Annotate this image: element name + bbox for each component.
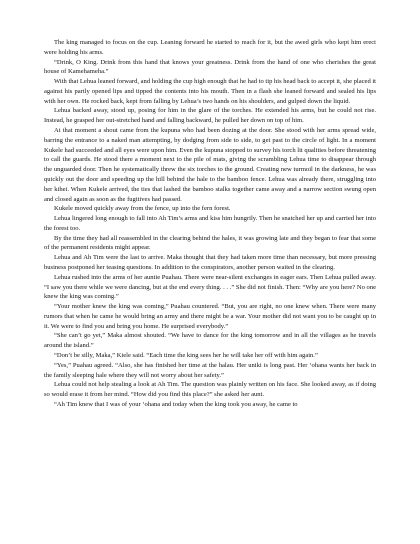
paragraph: Lehua and Ah Tim were the last to arrive. Maka thought that they had taken more time than necessary, but more pressing business postponed her teasing questions. In addition to the conspirators, another person waited in the clearing.: [44, 254, 376, 271]
paragraph: “Drink, O King. Drink from this hand that knows your greatness. Drink from the hand of one who cherishes the great house of Kamehameha.”: [44, 58, 376, 76]
paragraph: The king managed to focus on the cup. Leaning forward he started to reach for it, but the awed girls who kept him erect were holding his arms.: [44, 39, 376, 56]
body-text: [44, 38, 376, 410]
paragraph: “Don’t be silly, Maka,” Kiele said. “Each time the king sees her he will take her off with him again.”: [54, 352, 318, 359]
paragraph: “Ah Tim knew that I was of your ‘ohana and today when the king took you away, he came to: [54, 400, 298, 408]
paragraph: With that Lehua leaned forward, and holding the cup high enough that he had to tip his head back to accept it, she placed it against his partly opened lips and tipped the contents into his mouth. Then in a flash she leaned forward and sealed his lips with her own. He rocked back, kept from falling by Lehua’s two hands on his shoulders, and gulped down the liquid.: [44, 78, 376, 105]
paragraph: Lehua rushed into the arms of her auntie Puahau. There were near-silent exchanges in eager ears. Then Lehua pulled away. “I saw you there while we were dancing, but at the end every thing. . . .” She did not finish. Then: “Why are you here? No one knew the king was coming.”: [44, 273, 376, 301]
paragraph: “She can’t go yet,” Maka almost shouted. “We have to dance for the king tomorrow and in all the villages as he travels around the island.”: [44, 332, 376, 350]
paragraph: By the time they had all reassembled in the clearing behind the hales, it was growing late and they began to fear that some of the permanent residents might appear.: [44, 234, 376, 252]
paragraph: At that moment a shout came from the kupuna who had been dozing at the door. She stood with her arms spread wide, barring the entrance to a naked man attempting, by dodging from side to side, to get past to the circle of light. In a moment Kukele had succeeded and all eyes were upon him. Even the kupuna stopped to survey his torch lit qualities before threatening to call the guards. He stood there a moment next to the pile of mats, giving the scrambling Lehua time to disappear through the unguarded door. Then he systematically threw the six torches to the ground. Creating new turmoil in the darkness, he was quickly out the door and speeding up the hill behind the hale to the bamboo fence. Lehua was already there, struggling into her kihei. When Kukele arrived, the ties that lashed the bamboo stalks together came away and a narrow section swung open and closed again as soon as the fugitives had passed.: [44, 127, 376, 203]
paragraph: “Your mother knew the king was coming,” Puahau countered. “But, you are right, no one knew when. There were many rumors that when he came he would bring an army and there might be a war. Your mother did not want you to be caught up in it. We were to find you and bring you home. He surprised everybody.”: [44, 303, 376, 330]
paragraph: Lehua lingered long enough to fall into Ah Tim’s arms and kiss him hungrily. Then he snatched her up and carried her into the forest too.: [44, 215, 376, 232]
paragraph: “Yes,” Puahau agreed. “Also, she has finished her time at the halau. Her uniki is long past. Her ‘ohana wants her back in the family sleeping hale where they will not worry about her safety.”: [44, 361, 376, 379]
paragraph: Kukele moved quickly away from the fence, up into the fern forest.: [54, 205, 231, 213]
paragraph: Lehua could not help stealing a look at Ah Tim. The question was plainly written on his face. She looked away, as if doing so would erase it from her mind. “How did you find this place?” she asked her aunt.: [44, 381, 376, 399]
paragraph: Lehua backed away, stood up, posing for him in the glare of the torches. He extended his arms, but he could not rise. Instead, he grasped her out-stretched hand and falling backward, he pulled her down on top of him.: [44, 107, 376, 125]
